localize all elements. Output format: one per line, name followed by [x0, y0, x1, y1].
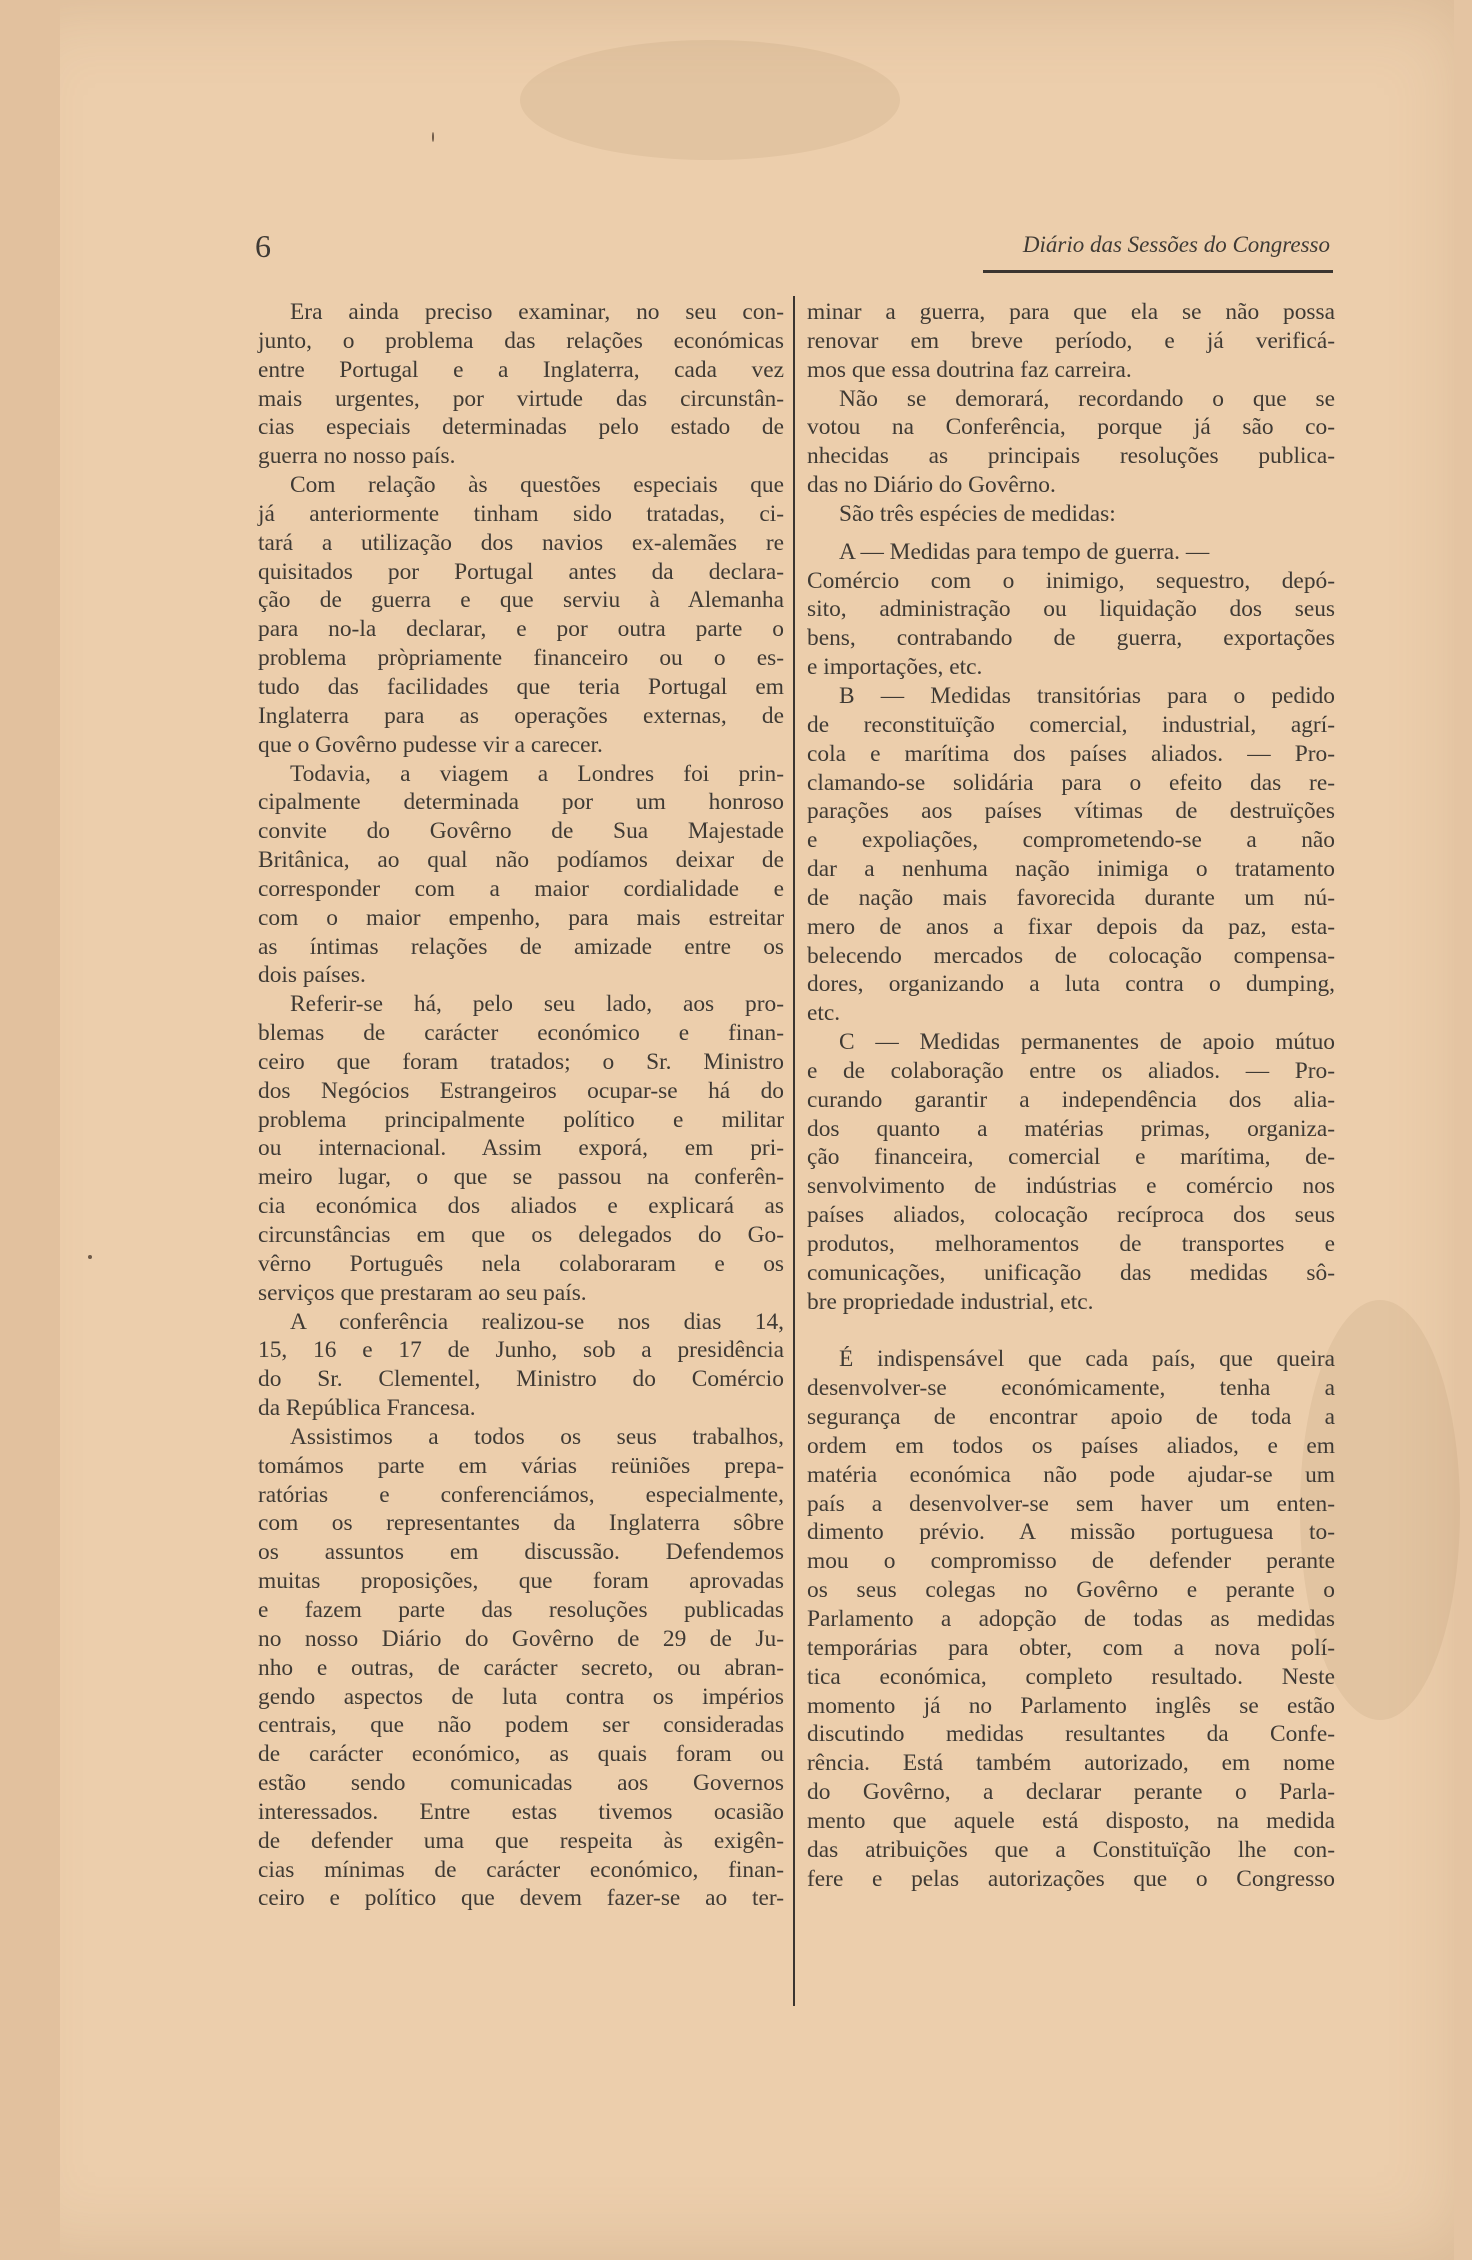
text-line: mento que aquele está disposto, na medida: [807, 1807, 1335, 1834]
text-line: meiro lugar, o que se passou na conferên-: [258, 1164, 784, 1191]
text-line: comunicações, unificação das medidas sô-: [807, 1259, 1335, 1286]
text-line: blemas de carácter económico e finan-: [258, 1020, 784, 1047]
text-line: desenvolver-se económicamente, tenha a: [807, 1375, 1335, 1402]
text-line: belecendo mercados de colocação compensa-: [807, 942, 1335, 969]
paragraph-gap: [807, 1317, 1335, 1346]
text-line: centrais, que não podem ser consideradas: [258, 1712, 784, 1739]
text-line: renovar em breve período, e já verificá-: [807, 327, 1335, 354]
text-line: C — Medidas permanentes de apoio mútuo: [839, 1029, 1335, 1056]
text-line: mou o compromisso de defender perante: [807, 1548, 1335, 1575]
text-line: das no Diário do Govêrno.: [807, 472, 1056, 499]
text-line: votou na Conferência, porque já são co-: [807, 414, 1335, 441]
header-rule: [983, 270, 1333, 273]
page-number: 6: [255, 228, 272, 264]
text-line: corresponder com a maior cordialidade e: [258, 875, 784, 902]
text-line: dores, organizando a luta contra o dumping,: [807, 971, 1335, 998]
right-text-column: [807, 298, 1335, 1893]
text-line: mos que essa doutrina faz carreira.: [807, 356, 1132, 383]
text-line: Não se demorará, recordando o que se: [839, 385, 1335, 412]
text-line: dar a nenhuma nação inimiga o tratamento: [807, 856, 1335, 883]
text-line: ordem em todos os países aliados, e em: [807, 1432, 1335, 1459]
text-line: muitas proposições, que foram aprovadas: [258, 1568, 784, 1595]
text-line: Referir-se há, pelo seu lado, aos pro-: [290, 991, 784, 1018]
text-line: cipalmente determinada por um honroso: [258, 789, 784, 816]
text-line: dimento prévio. A missão portuguesa to-: [807, 1519, 1335, 1546]
text-line: mais urgentes, por virtude das circunstân-: [258, 385, 784, 412]
text-line: do Govêrno, a declarar perante o Parla-: [807, 1779, 1335, 1806]
text-line: para no-la declarar, e por outra parte o: [258, 616, 784, 643]
text-line: ção financeira, comercial e marítima, de-: [807, 1144, 1335, 1171]
text-line: dois países.: [258, 962, 366, 989]
text-line: de reconstituïção comercial, industrial, agrí-: [807, 711, 1335, 738]
text-line: entre Portugal e a Inglaterra, cada vez: [258, 356, 784, 383]
text-line: ou internacional. Assim exporá, em pri-: [258, 1135, 784, 1162]
text-line: temporárias para obter, com a nova polí-: [807, 1634, 1335, 1661]
text-line: clamando-se solidária para o efeito das re-: [807, 769, 1335, 796]
text-line: países aliados, colocação recíproca dos seus: [807, 1202, 1335, 1229]
column-divider: [793, 296, 795, 2006]
text-line: das atribuições que a Constituïção lhe con-: [807, 1836, 1335, 1863]
text-line: rência. Está também autorizado, em nome: [807, 1750, 1335, 1777]
text-line: do Sr. Clementel, Ministro do Comércio: [258, 1366, 784, 1393]
text-line: É indispensável que cada país, que queira: [839, 1346, 1335, 1373]
text-line: gendo aspectos de luta contra os impérios: [258, 1683, 784, 1710]
text-line: guerra no nosso país.: [258, 443, 456, 470]
text-line: país a desenvolver-se sem haver um enten-: [807, 1490, 1335, 1517]
text-line: com o maior empenho, para mais estreitar: [258, 904, 784, 931]
ink-speck: [88, 1255, 92, 1259]
text-line: Todavia, a viagem a Londres foi prin-: [290, 760, 784, 787]
text-line: com os representantes da Inglaterra sôbre: [258, 1510, 784, 1537]
text-line: tudo das facilidades que teria Portugal em: [258, 673, 784, 700]
text-line: circunstâncias em que os delegados do Go-: [258, 1222, 784, 1248]
text-line: e de colaboração entre os aliados. — Pro-: [807, 1057, 1335, 1084]
text-line: minar a guerra, para que ela se não possa: [807, 299, 1335, 325]
text-line: Britânica, ao qual não podíamos deixar de: [258, 847, 784, 874]
text-line: parações aos países vítimas de destruïções: [807, 798, 1335, 825]
text-line: os assuntos em discussão. Defendemos: [258, 1539, 784, 1566]
text-line: serviços que prestaram ao seu país.: [258, 1279, 587, 1306]
text-line: de carácter económico, as quais foram ou: [258, 1741, 784, 1768]
text-line: cias mínimas de carácter económico, finan-: [258, 1856, 784, 1883]
text-line: tomámos parte em várias reüniões prepa-: [258, 1452, 784, 1479]
text-line: da República Francesa.: [258, 1395, 476, 1422]
text-line: problema principalmente político e militar: [258, 1106, 784, 1133]
text-line: as íntimas relações de amizade entre os: [258, 933, 784, 960]
running-title: Diário das Sessões do Congresso: [1022, 232, 1330, 257]
text-line: ceiro que foram tratados; o Sr. Ministro: [258, 1048, 784, 1075]
text-line: no nosso Diário do Govêrno de 29 de Ju-: [258, 1625, 784, 1652]
text-line: ratórias e conferenciámos, especialmente,: [258, 1481, 784, 1508]
page-right-margin: [1454, 0, 1472, 2260]
text-line: curando garantir a independência dos alia-: [807, 1086, 1335, 1113]
text-line: cola e marítima dos países aliados. — Pro-: [807, 740, 1335, 767]
text-line: junto, o problema das relações económicas: [258, 327, 784, 354]
text-line: dos Negócios Estrangeiros ocupar-se há do: [258, 1077, 784, 1104]
text-line: de nação mais favorecida durante um nú-: [807, 884, 1335, 911]
text-line: interessados. Entre estas tivemos ocasião: [258, 1798, 784, 1825]
text-line: convite do Govêrno de Sua Majestade: [258, 818, 784, 845]
text-line: dos quanto a matérias primas, organiza-: [807, 1115, 1335, 1142]
text-line: cias especiais determinadas pelo estado de: [258, 414, 784, 441]
text-line: nhecidas as principais resoluções publica-: [807, 443, 1335, 470]
text-line: mero de anos a fixar depois da paz, esta-: [807, 913, 1335, 940]
text-line: Comércio com o inimigo, sequestro, depó-: [807, 567, 1335, 594]
text-line: senvolvimento de indústrias e comércio nos: [807, 1173, 1335, 1200]
text-line: já anteriormente tinham sido tratadas, ci-: [258, 500, 784, 527]
text-line: sito, administração ou liquidação dos seus: [807, 596, 1335, 623]
text-line: bens, contrabando de guerra, exportações: [807, 625, 1335, 652]
text-line: cia económica dos aliados e explicará as: [258, 1193, 784, 1220]
text-line: segurança de encontrar apoio de toda a: [807, 1404, 1335, 1431]
text-line: tará a utilização dos navios ex-alemães re: [258, 529, 784, 556]
text-line: vêrno Português nela colaboraram e os: [258, 1250, 784, 1277]
text-line: e expoliações, comprometendo-se a não: [807, 827, 1335, 854]
text-line: 15, 16 e 17 de Junho, sob a presidência: [258, 1337, 784, 1364]
paragraph-gap: [807, 529, 1335, 538]
text-line: fere e pelas autorizações que o Congresso: [807, 1865, 1335, 1892]
text-line: B — Medidas transitórias para o pedido: [839, 682, 1335, 709]
text-line: quisitados por Portugal antes da declara-: [258, 558, 784, 585]
text-line: estão sendo comunicadas aos Governos: [258, 1770, 784, 1797]
text-line: momento já no Parlamento inglês se estão: [807, 1692, 1335, 1719]
text-line: de defender uma que respeita às exigên-: [258, 1827, 784, 1854]
paper-stain: [520, 40, 900, 160]
text-line: problema pròpriamente financeiro ou o es-: [258, 645, 784, 672]
text-line: discutindo medidas resultantes da Confe-: [807, 1721, 1335, 1748]
left-text-column: [258, 298, 784, 1913]
text-line: e fazem parte das resoluções publicadas: [258, 1596, 784, 1623]
text-line: São três espécies de medidas:: [839, 500, 1116, 527]
text-line: A conferência realizou-se nos dias 14,: [290, 1308, 784, 1335]
text-line: os seus colegas no Govêrno e perante o: [807, 1577, 1335, 1604]
text-line: Era ainda preciso examinar, no seu con-: [290, 299, 784, 325]
page-left-margin: [0, 0, 60, 2260]
text-line: Parlamento a adopção de todas as medidas: [807, 1605, 1335, 1632]
text-line: que o Govêrno pudesse vir a carecer.: [258, 731, 603, 758]
text-line: Inglaterra para as operações externas, de: [258, 702, 784, 729]
text-line: matéria económica não pode ajudar-se um: [807, 1461, 1335, 1488]
text-line: bre propriedade industrial, etc.: [807, 1288, 1094, 1315]
text-line: etc.: [807, 1000, 841, 1027]
text-line: A — Medidas para tempo de guerra. —: [839, 538, 1210, 565]
text-line: Assistimos a todos os seus trabalhos,: [290, 1423, 784, 1450]
text-line: ceiro e político que devem fazer-se ao ter-: [258, 1885, 784, 1912]
text-line: produtos, melhoramentos de transportes e: [807, 1231, 1335, 1257]
ink-speck: [432, 132, 434, 142]
text-line: nho e outras, de carácter secreto, ou abran-: [258, 1654, 784, 1681]
text-line: ção de guerra e que serviu à Alemanha: [258, 587, 784, 614]
text-line: tica económica, completo resultado. Neste: [807, 1663, 1335, 1690]
text-line: e importações, etc.: [807, 654, 983, 681]
text-line: Com relação às questões especiais que: [290, 472, 784, 499]
